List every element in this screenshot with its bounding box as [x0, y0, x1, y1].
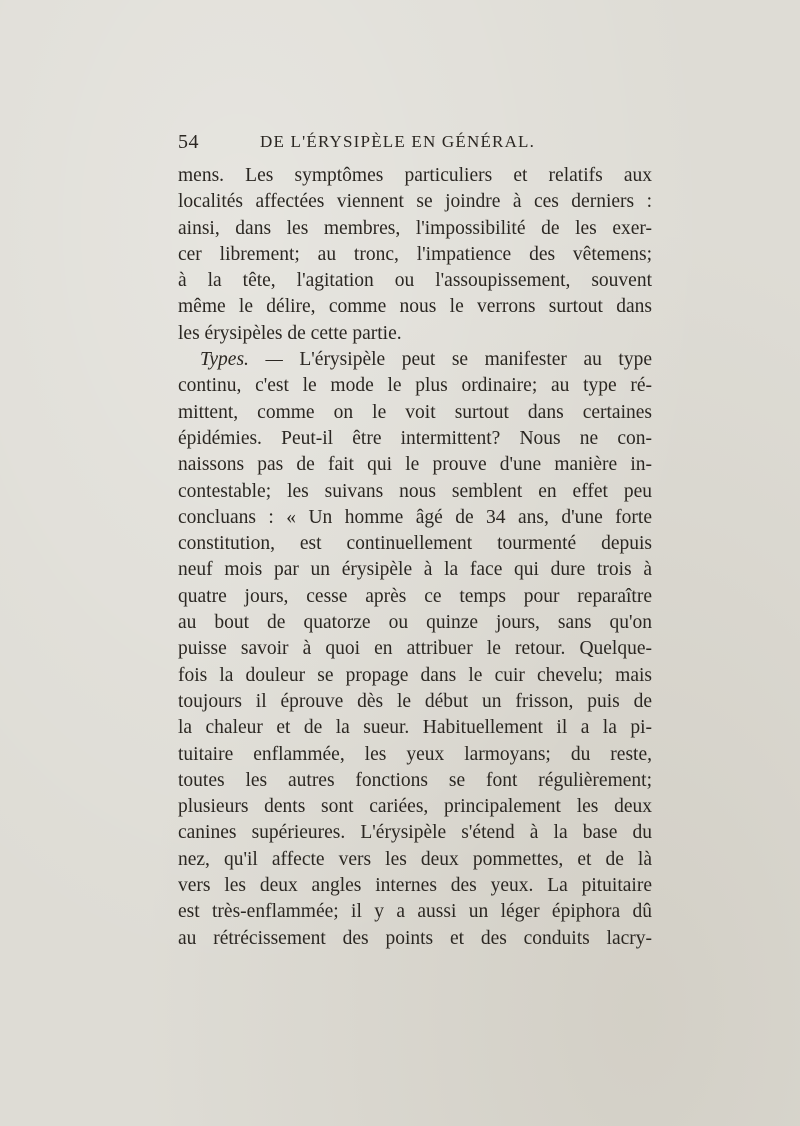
- text-line: la chaleur et de la sueur. Habituellement il a la pi-: [178, 717, 652, 739]
- section-heading-types: Types. —: [200, 349, 283, 371]
- text-line: ainsi, dans les membres, l'impossibilité de les exer-: [178, 217, 652, 239]
- text-line: cer librement; au tronc, l'impatience des vêtemens;: [178, 243, 652, 265]
- text-line: au bout de quatorze ou quinze jours, sans qu'on: [178, 612, 652, 634]
- text-line: tuitaire enflammée, les yeux larmoyans; du reste,: [178, 743, 652, 765]
- text-line: quatre jours, cesse après ce temps pour reparaître: [178, 585, 652, 607]
- body-text: [178, 163, 652, 952]
- text-line: mens. Les symptômes particuliers et relatifs aux: [178, 165, 652, 186]
- page-number: 54: [178, 131, 199, 153]
- text-line: au rétrécissement des points et des conduits lacry-: [178, 927, 652, 949]
- text-line: vers les deux angles internes des yeux. La pituitaire: [178, 875, 652, 897]
- text-line: même le délire, comme nous le verrons surtout dans: [178, 296, 652, 318]
- text-line: puisse savoir à quoi en attribuer le retour. Quelque-: [178, 638, 652, 660]
- text-line: nez, qu'il affecte vers les deux pommettes, et de là: [178, 848, 652, 870]
- text-line: toujours il éprouve dès le début un frisson, puis de: [178, 690, 652, 712]
- text-line-rest: L'érysipèle peut se manifester au type: [299, 349, 652, 371]
- text-line: canines supérieures. L'érysipèle s'étend à la base du: [178, 822, 652, 844]
- text-line: constitution, est continuellement tourmenté depuis: [178, 533, 652, 555]
- text-line: localités affectées viennent se joindre à ces derniers :: [178, 191, 652, 213]
- text-line-with-heading: [178, 347, 652, 373]
- text-line: les érysipèles de cette partie.: [178, 322, 402, 344]
- text-line: mittent, comme on le voit surtout dans certaines: [178, 401, 652, 423]
- running-title: DE L'ÉRYSIPÈLE EN GÉNÉRAL.: [260, 132, 536, 151]
- text-line: fois la douleur se propage dans le cuir chevelu; mais: [178, 664, 652, 686]
- text-line: contestable; les suivans nous semblent en effet peu: [178, 480, 652, 502]
- text-line: neuf mois par un érysipèle à la face qui dure trois à: [178, 559, 652, 581]
- text-line: épidémies. Peut-il être intermittent? Nous ne con-: [178, 427, 652, 449]
- text-line: est très-enflammée; il y a aussi un léger épiphora dû: [178, 901, 652, 923]
- page-header: [178, 131, 652, 157]
- text-line: à la tête, l'agitation ou l'assoupissement, souvent: [178, 270, 652, 292]
- text-line: continu, c'est le mode le plus ordinaire; au type ré-: [178, 375, 652, 397]
- text-line: concluans : « Un homme âgé de 34 ans, d'une forte: [178, 506, 652, 528]
- text-line: naissons pas de fait qui le prouve d'une manière in-: [178, 454, 652, 476]
- text-line: plusieurs dents sont cariées, principalement les deux: [178, 796, 652, 818]
- text-line: toutes les autres fonctions se font régulièrement;: [178, 769, 652, 791]
